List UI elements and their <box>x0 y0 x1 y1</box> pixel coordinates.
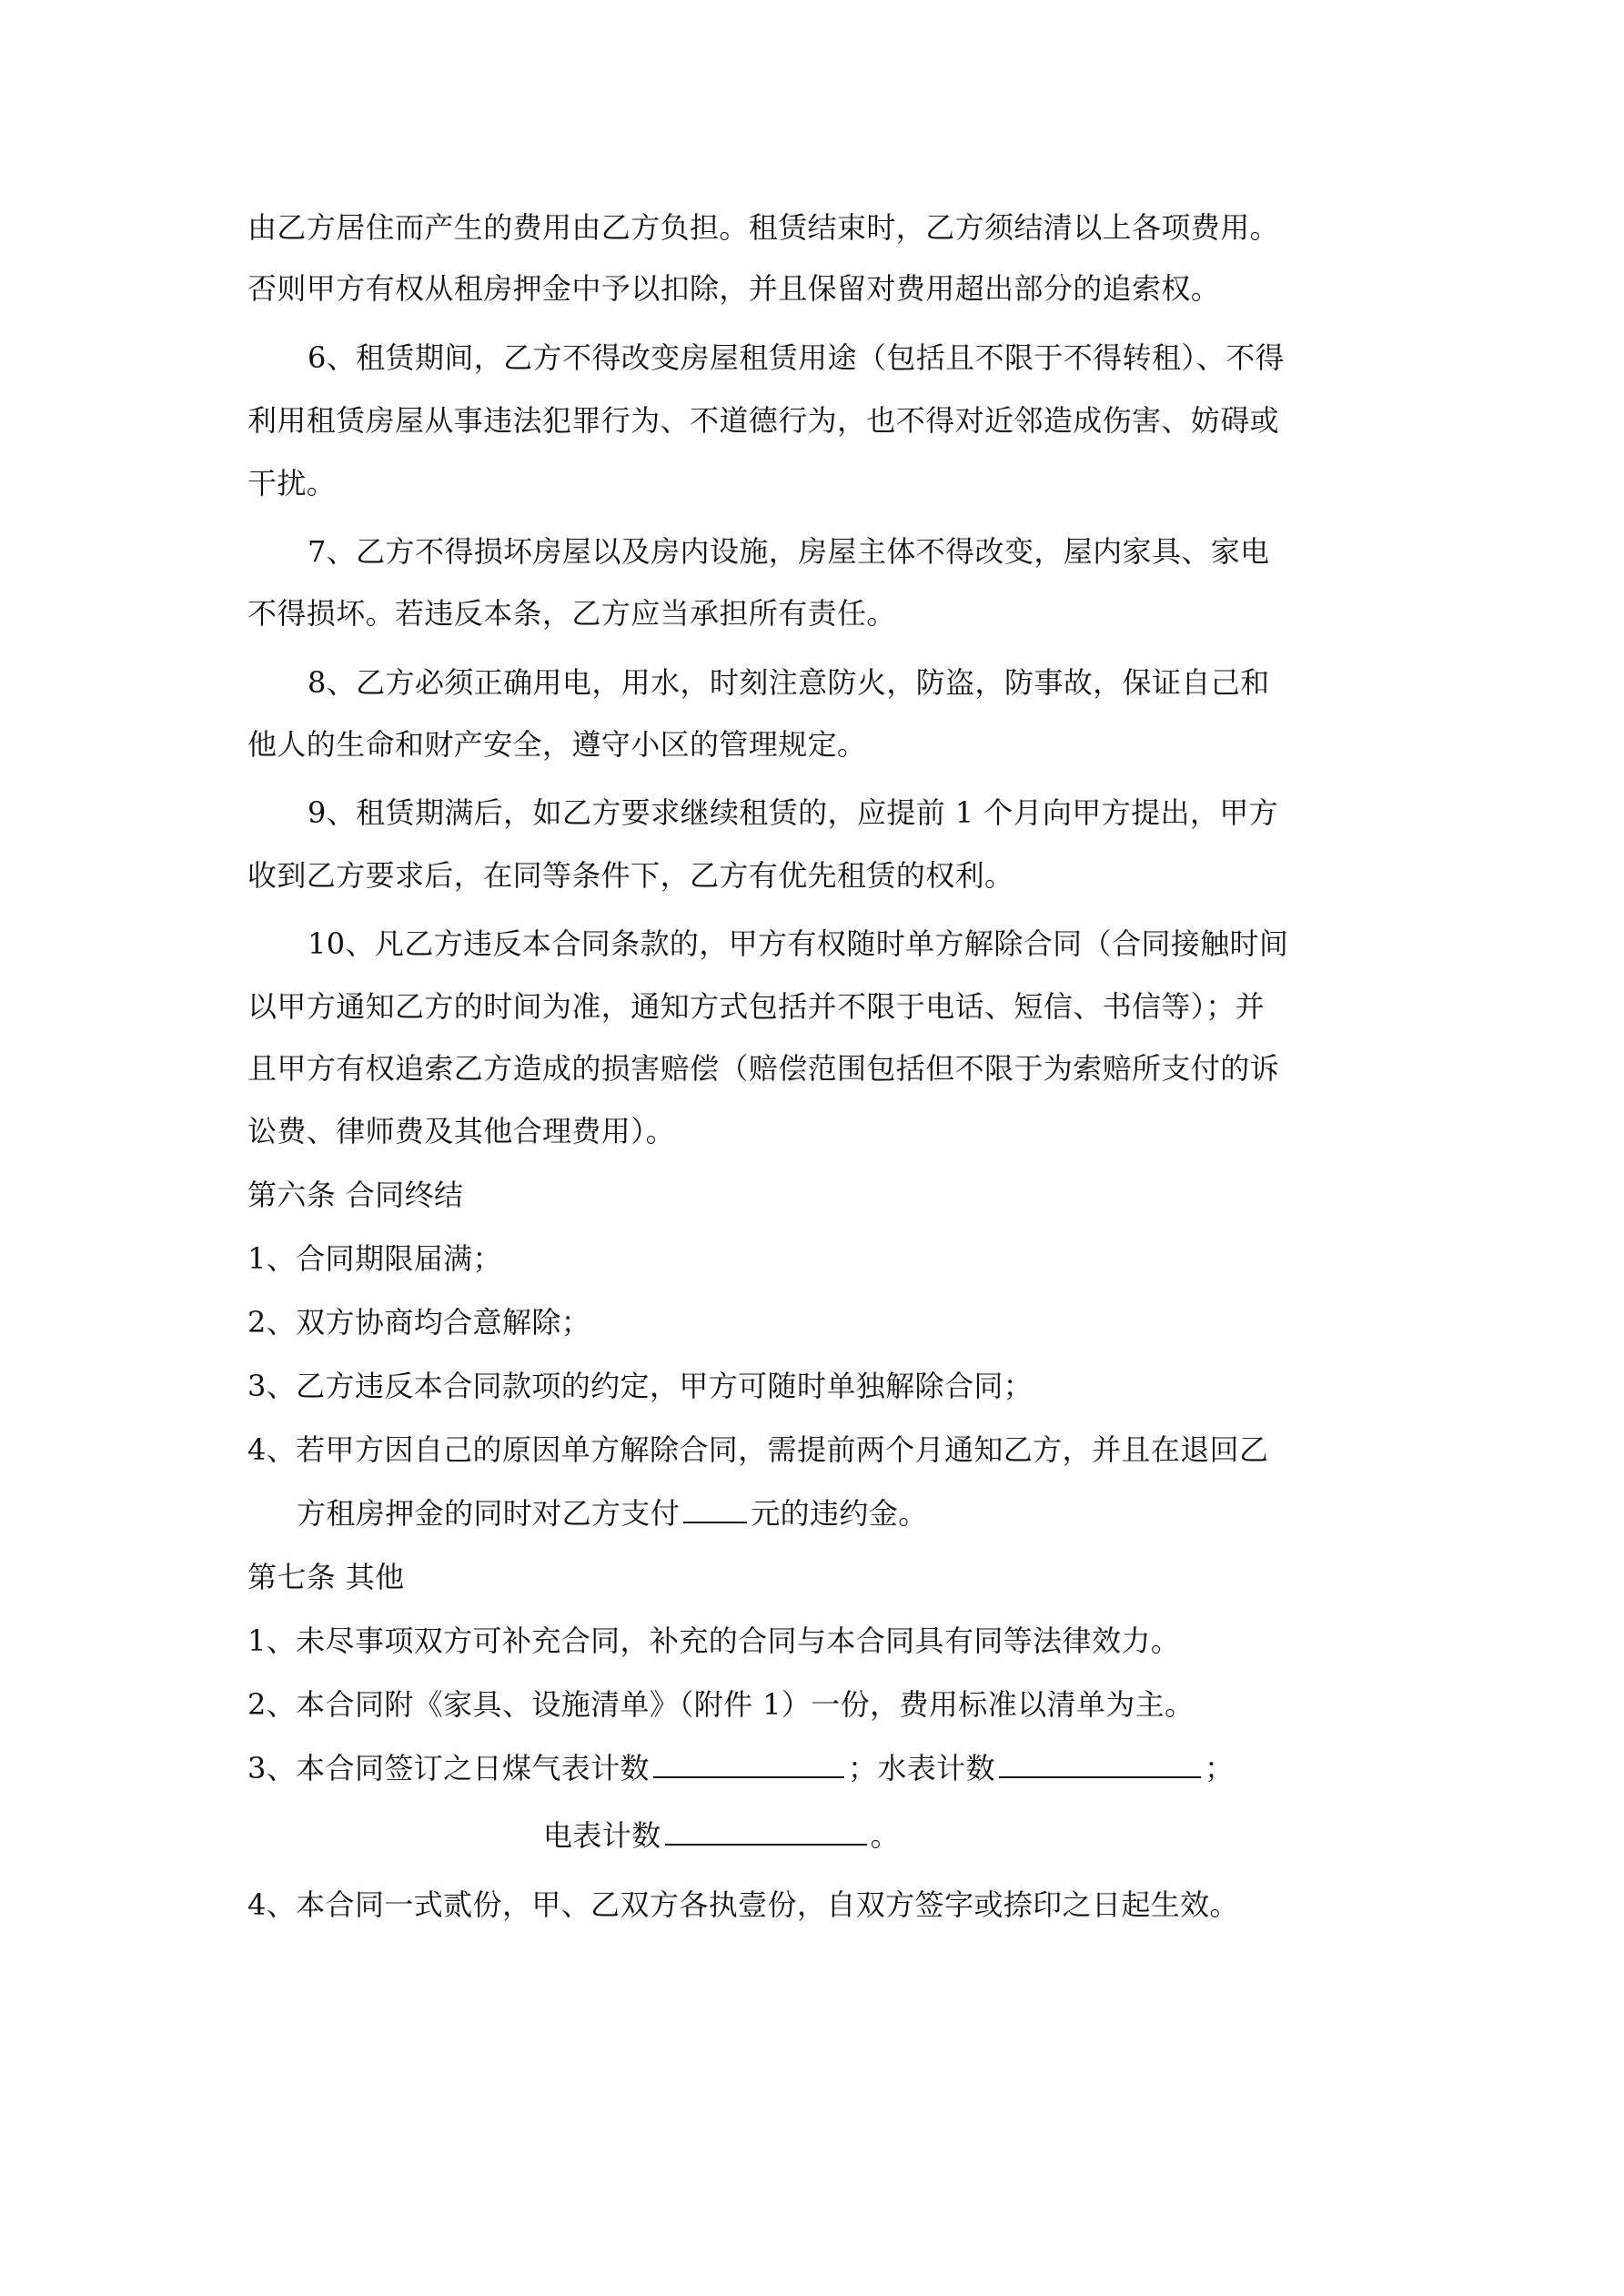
penalty-text-before: 方租房押金的同时对乙方支付 <box>297 1496 681 1531</box>
list-item: 3、乙方违反本合同款项的约定，甲方可随时单独解除合同； <box>247 1369 1034 1403</box>
electric-meter-label: 电表计数 <box>543 1818 661 1853</box>
clause-7-line: 7、乙方不得损坏房屋以及房内设施，房屋主体不得改变，屋内家具、家电 <box>308 534 1270 569</box>
list-item: 2、双方协商均合意解除； <box>247 1305 591 1340</box>
clause-10-line: 且甲方有权追索乙方造成的损害赔偿（赔偿范围包括但不限于为索赔所支付的诉 <box>247 1051 1280 1086</box>
paragraph-line: 由乙方居住而产生的费用由乙方负担。租赁结束时，乙方须结清以上各项费用。 <box>247 210 1280 245</box>
list-item: 4、本合同一式贰份，甲、乙双方各执壹份，自双方签字或捺印之日起生效。 <box>247 1887 1239 1922</box>
clause-6-line: 干扰。 <box>247 466 337 501</box>
clause-9-line: 收到乙方要求后，在同等条件下，乙方有优先租赁的权利。 <box>247 858 1014 893</box>
paragraph-line: 否则甲方有权从租房押金中予以扣除，并且保留对费用超出部分的追索权。 <box>247 271 1221 306</box>
meter-line-end: ； <box>1204 1751 1235 1785</box>
clause-10-line: 10、凡乙方违反本合同条款的，甲方有权随时单方解除合同（合同接触时间 <box>308 926 1289 961</box>
clause-7-line: 不得损坏。若违反本条，乙方应当承担所有责任。 <box>247 596 896 631</box>
list-item: 4、若甲方因自己的原因单方解除合同，需提前两个月通知乙方，并且在退回乙 <box>247 1432 1269 1467</box>
gas-meter-label: 3、本合同签订之日煤气表计数 <box>247 1751 650 1785</box>
list-item: 2、本合同附《家具、设施清单》（附件 1）一份，费用标准以清单为主。 <box>247 1687 1195 1722</box>
clause-9-line: 9、租赁期满后，如乙方要求继续租赁的，应提前 1 个月向甲方提出，甲方 <box>308 795 1279 830</box>
gas-meter-blank <box>653 1749 844 1778</box>
water-meter-blank <box>999 1749 1201 1778</box>
clause-6-line: 利用租赁房屋从事违法犯罪行为、不道德行为，也不得对近邻造成伤害、妨碍或 <box>247 403 1280 438</box>
article-6-heading: 第六条 合同终结 <box>247 1178 464 1212</box>
water-meter-label: ；水表计数 <box>847 1751 995 1785</box>
clause-8-line: 他人的生命和财产安全，遵守小区的管理规定。 <box>247 727 867 762</box>
clause-10-line: 讼费、律师费及其他合理费用）。 <box>247 1114 676 1148</box>
meter-readings-line <box>247 1745 1234 1792</box>
list-item: 1、合同期限届满； <box>247 1241 502 1276</box>
list-item: 1、未尽事项双方可补充合同，补充的合同与本合同具有同等法律效力。 <box>247 1623 1181 1658</box>
article-7-heading: 第七条 其他 <box>247 1560 405 1594</box>
penalty-text-after: 元的违约金。 <box>751 1496 928 1531</box>
clause-8-line: 8、乙方必须正确用电，用水，时刻注意防火，防盗，防事故，保证自己和 <box>308 665 1270 700</box>
electric-meter-end: 。 <box>870 1818 901 1853</box>
electric-meter-line <box>543 1812 900 1859</box>
penalty-amount-blank <box>683 1494 747 1523</box>
clause-10-line: 以甲方通知乙方的时间为准，通知方式包括并不限于电话、短信、书信等）；并 <box>247 989 1266 1024</box>
clause-6-line: 6、租赁期间，乙方不得改变房屋租赁用途（包括且不限于不得转租）、不得 <box>308 340 1285 375</box>
electric-meter-blank <box>665 1816 867 1846</box>
penalty-line <box>297 1490 928 1537</box>
